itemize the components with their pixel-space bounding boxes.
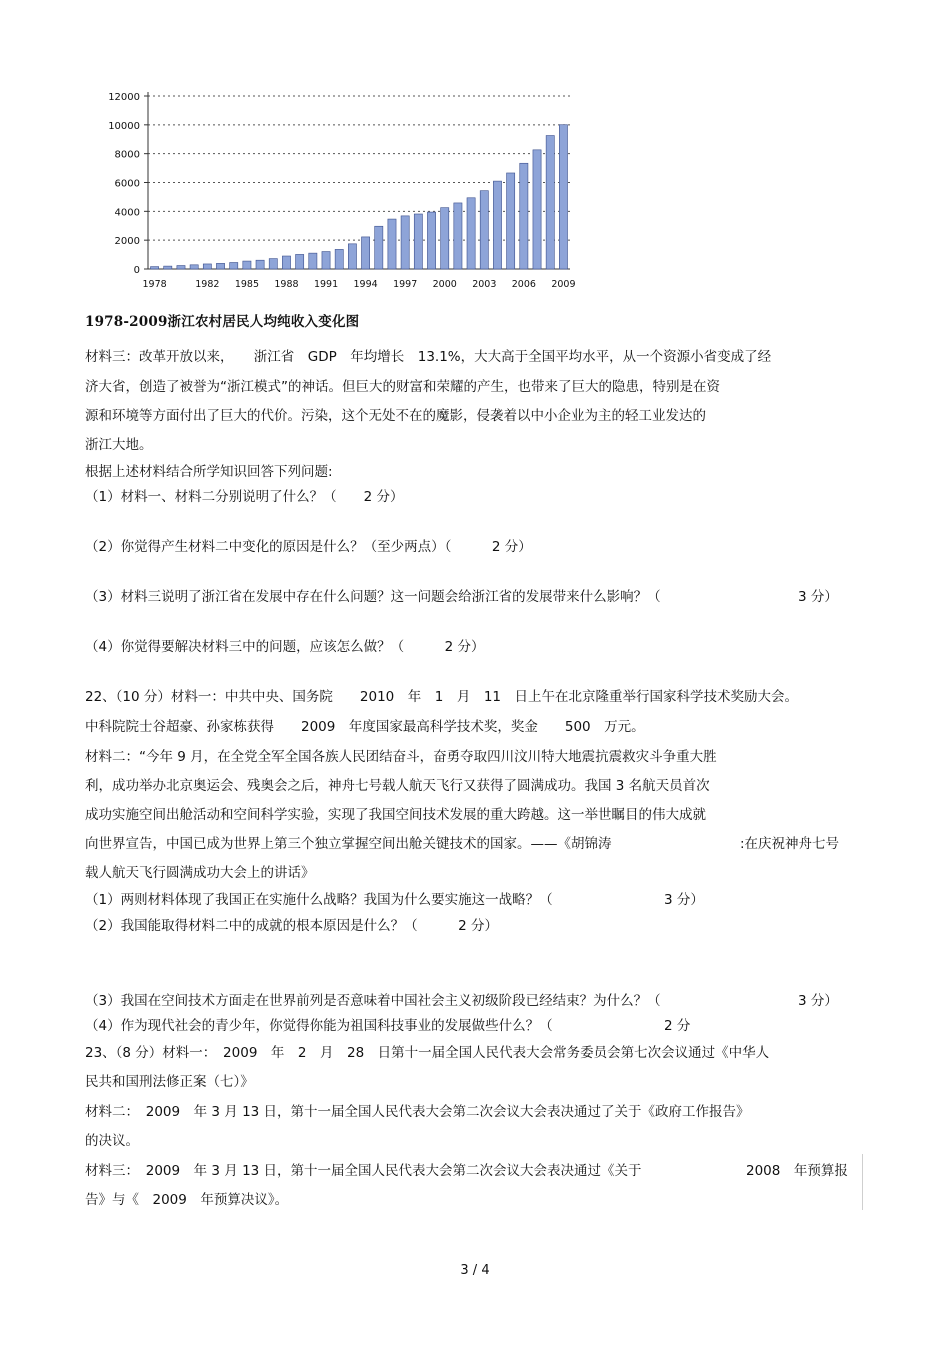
bar [177,266,185,269]
y-tick-label: 0 [133,265,140,276]
bar [348,244,356,269]
bar [388,219,396,269]
q22-material2-line3: 成功实施空间出舱活动和空间科学实验，实现了我国空间技术发展的重大跨越。这一举世瞩目的伟大成就 [85,807,706,823]
bar [559,125,567,269]
y-tick-label: 2000 [114,236,140,248]
y-tick-label: 10000 [108,120,140,132]
q22-heading-line2: 中科院院士谷超豪、孙家栋获得 2009 年度国家最高科学技术奖，奖金 500 万元。 [85,719,645,735]
x-tick-label: 1988 [274,279,299,290]
q22-part3-score: 3 分） [798,993,838,1009]
q21-part2: （2）你觉得产生材料二中变化的原因是什么？（至少两点）（ 2 分） [85,539,532,555]
x-tick-label: 1978 [142,279,167,290]
q22-material2-line4-end: :在庆祝神舟七号 [740,836,840,852]
y-tick-label: 12000 [108,92,140,103]
x-tick-label: 2000 [432,279,457,290]
bar [467,198,475,269]
bar [164,266,172,269]
bar [269,259,277,269]
q21-part3: （3）材料三说明了浙江省在发展中存在什么问题？这一问题会给浙江省的发展带来什么影响？（ [85,589,661,605]
x-tick-label: 1991 [313,279,339,290]
q22-part1-score: 3 分） [664,892,704,908]
bar [427,212,435,269]
bar [507,173,515,269]
bar [533,150,541,269]
chart-title: 1978-2009浙江农村居民人均纯收入变化图 [85,314,360,330]
bar [190,265,198,269]
q23-heading-line2: 民共和国刑法修正案（七）》 [85,1074,254,1090]
y-tick-label: 8000 [114,149,140,161]
instruction: 根据上述材料结合所学知识回答下列问题: [85,464,333,480]
q22-material2-line2: 利，成功举办北京奥运会、残奥会之后，神舟七号载人航天飞行又获得了圆满成功。我国 3 名航天员首次 [85,778,710,794]
bar [401,216,409,269]
bar [216,263,224,269]
q23-material2-line1: 材料二： 2009 年 3 月 13 日，第十一届全国人民代表大会第二次会议大会表决通过了关于《政府工作报告》 [85,1104,750,1120]
bar [375,226,383,269]
x-tick-label: 2009 [551,279,576,290]
q21-part3-score: 3 分） [798,589,838,605]
bar [296,254,304,269]
bar [151,267,159,269]
y-tick-label: 6000 [114,178,140,190]
q22-part2: （2）我国能取得材料二中的成就的根本原因是什么？（ 2 分） [85,918,498,934]
bar [243,261,251,269]
bar [414,214,422,269]
x-tick-label: 1997 [393,279,418,290]
page-number: 3 / 4 [460,1263,490,1278]
q21-part4: （4）你觉得要解决材料三中的问题，应该怎么做？（ 2 分） [85,639,485,655]
bar [309,253,317,269]
material3-line1: 材料三：改革开放以来， 浙江省 GDP 年均增长 13.1%，大大高于全国平均水平，从一个资源小省变成了经 [85,349,772,365]
bar [546,136,554,269]
bar [230,263,238,269]
margin-rule [862,1154,863,1210]
q23-material3-line1: 材料三： 2009 年 3 月 13 日，第十一届全国人民代表大会第二次会议大会表决通过《关于 [85,1163,642,1179]
x-tick-label: 1994 [353,279,378,290]
q21-part1: （1）材料一、材料二分别说明了什么？（ 2 分） [85,489,404,505]
q22-heading: 22、（10 分）材料一：中共中央、国务院 2010 年 1 月 11 日上午在北京隆重举行国家科学技术奖励大会。 [85,689,799,705]
q23-material3-line2: 告》与《 2009 年预算决议》。 [85,1192,289,1208]
q22-material2-line4: 向世界宣告，中国已成为世界上第三个独立掌握空间出舱关键技术的国家。——《胡锦涛 [85,836,612,852]
bar [322,252,330,269]
q22-part4: （4）作为现代社会的青少年，你觉得你能为祖国科技事业的发展做些什么？（ [85,1018,553,1034]
q23-material3-line1-end: 2008 年预算报 [746,1163,848,1179]
q23-heading: 23、（8 分）材料一： 2009 年 2 月 28 日第十一届全国人民代表大会常务委员会第七次会议通过《中华人 [85,1045,770,1061]
x-tick-label: 1982 [195,279,220,290]
bar [480,191,488,269]
y-tick-label: 4000 [114,207,140,219]
bar [282,256,290,269]
bar [454,203,462,269]
x-tick-label: 2003 [472,279,497,290]
material3-line4: 浙江大地。 [85,437,153,453]
bar [493,181,501,269]
bar [362,237,370,269]
bar [520,163,528,269]
income-bar-chart [95,80,585,310]
q23-material2-line2: 的决议。 [85,1133,139,1149]
bar [441,208,449,269]
q22-material2-line1: 材料二：“今年 9 月，在全党全军全国各族人民团结奋斗，奋勇夺取四川汶川特大地震抗震救灾斗争重大胜 [85,749,717,765]
x-tick-label: 2006 [511,279,536,290]
material3-line3: 源和环境等方面付出了巨大的代价。污染，这个无处不在的魔影，侵袭着以中小企业为主的轻工业发达的 [85,408,706,424]
q22-part4-score: 2 分 [664,1018,691,1034]
income-chart [95,80,585,330]
q22-part3: （3）我国在空间技术方面走在世界前列是否意味着中国社会主义初级阶段已经结束？为什么？（ [85,993,661,1009]
bar [256,260,264,269]
x-tick-label: 1985 [234,279,259,290]
bar [203,264,211,269]
bar [335,249,343,269]
q22-material2-line5: 载人航天飞行圆满成功大会上的讲话》 [85,865,315,881]
q22-part1: （1）两则材料体现了我国正在实施什么战略？我国为什么要实施这一战略？（ [85,892,553,908]
material3-line2: 济大省，创造了被誉为“浙江模式”的神话。但巨大的财富和荣耀的产生，也带来了巨大的隐患，特别是在资 [85,379,720,395]
